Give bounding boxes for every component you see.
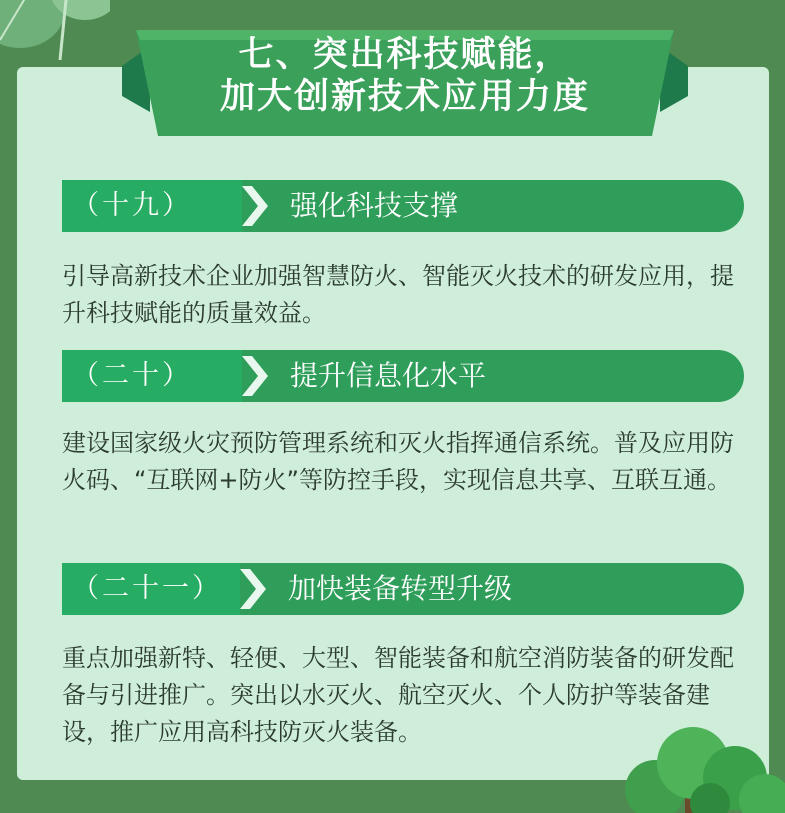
section-paragraph: 引导高新技术企业加强智慧防火、智能灭火技术的研发应用，提升科技赋能的质量效益。: [62, 262, 734, 327]
section-paragraph: 重点加强新特、轻便、大型、智能装备和航空消防装备的研发配备与引进推广。突出以水灭火、航空灭火、个人防护等装备建设，推广应用高科技防灭火装备。: [62, 644, 734, 746]
section-number: （二十）: [72, 360, 192, 391]
page-title-line1: 七、突出科技赋能，: [238, 35, 572, 75]
chevron-right-icon: [242, 186, 272, 226]
tree-decoration-icon: [615, 718, 785, 813]
section-paragraph: 建设国家级火灾预防管理系统和灭火指挥通信系统。普及应用防火码、“互联网+防火”等防控手段，实现信息共享、互联互通。: [62, 429, 734, 494]
chevron-right-icon: [240, 569, 270, 609]
section-header-20: [62, 350, 744, 402]
section-number: （十九）: [72, 190, 192, 221]
section-title: 加快装备转型升级: [288, 572, 513, 605]
title-banner: [122, 16, 688, 138]
page-title-line2: 加大创新技术应用力度: [219, 77, 590, 117]
section-number: （二十一）: [72, 573, 222, 604]
page-title: [122, 34, 688, 118]
section-header-21: [62, 563, 744, 615]
section-number-block: [62, 180, 242, 232]
section-header-19: [62, 180, 744, 232]
leaf-decoration-icon: [0, 0, 110, 60]
section-number-block: [62, 563, 240, 615]
section-title: 强化科技支撑: [290, 189, 459, 222]
section-title: 提升信息化水平: [290, 359, 487, 392]
section-number-block: [62, 350, 242, 402]
chevron-right-icon: [242, 356, 272, 396]
